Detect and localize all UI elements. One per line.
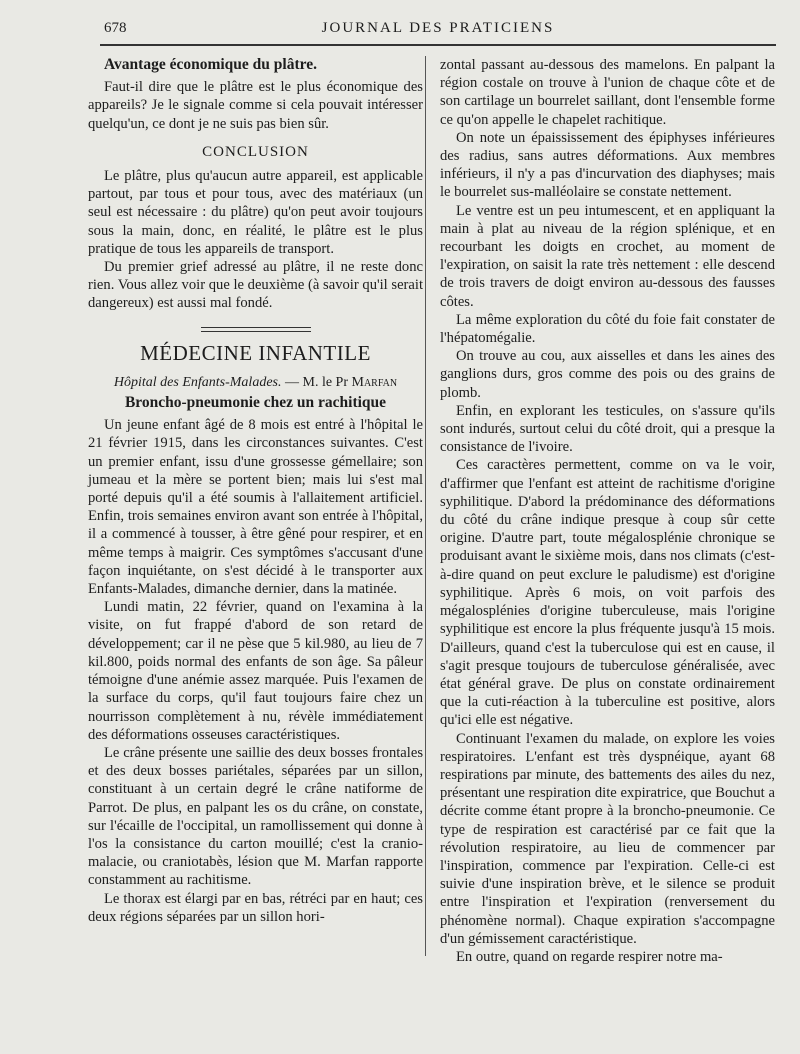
page-header (100, 14, 776, 46)
paragraph: La même exploration du côté du foie fait constater de l'hépatomégalie. (440, 311, 775, 347)
byline-source: Hôpital des Enfants-Malades. (113, 374, 282, 390)
paragraph: Du premier grief adressé au plâtre, il ne reste donc rien. Vous allez voir que le deuxième (à savoir qu'il serait dangereux) est aussi mal fondé. (88, 259, 423, 312)
left-column (88, 56, 423, 926)
section-rule (201, 327, 311, 332)
byline-author: Marfan (351, 374, 398, 390)
paragraph: zontal passant au-dessous des mamelons. En palpant la région costale on trouve à l'union de chaque côte et de son cartilage un bourrelet saillant, dont l'ensemble forme ce qu'on appelle le chapelet rachitique. (440, 57, 775, 128)
paragraph: Continuant l'examen du malade, on explore les voies respiratoires. L'enfant est très dyspnéique, ayant 68 respirations par minute, des battements des ailes du nez, présentant une respiration dite expiratrice, que Bouchut a décrite comme étant propre à la broncho-pneumonie. Ce type de respiration est caractérisé par ce fait que la révolution respiratoire, au lieu de commencer par l'inspiration, commence par l'expiration. Celle-ci est suivie d'une inspiration brève, et le silence se produit entre l'inspiration et l'expiration (renversement du phénomène normal). Chaque expiration s'accompagne d'un gémissement caractéristique. (440, 730, 775, 947)
byline-separator: — M. le Pr (281, 374, 352, 390)
section-title: MÉDECINE INFANTILE (140, 340, 371, 365)
paragraph: En outre, quand on regarde respirer notre ma- (456, 948, 723, 965)
page-number: 678 (104, 20, 127, 36)
running-title: JOURNAL DES PRATICIENS (321, 20, 555, 36)
section-heading: Avantage économique du plâtre. (104, 56, 317, 73)
paragraph: Lundi matin, 22 février, quand on l'examina à la visite, on fut frappé d'abord de son retard de développement; car il ne pèse que 5 kil.980, au lieu de 7 kil.800, poids normal des enfants de son âge. Sa pâleur témoigne d'une anémie assez marquée. Puis l'examen de la surface du corps, qu'il faut toujours faire chez un nourrisson complètement à nu, révèle immédiatement des déformations osseuses caractéristiques. (88, 599, 423, 743)
paragraph: Le crâne présente une saillie des deux bosses frontales et des deux bosses pariétales, séparées par un sillon, constituant à un certain degré le crâne natiforme de Parrot. De plus, en palpant les os du crâne, on constate, sur l'écaille de l'occipital, un ramollissement qui donne à l'os la consistance du carton mouillé; c'est la cranio-malacie, ou craniotabès, lésion que M. Marfan rapporte constamment au rachitisme. (88, 744, 423, 889)
paragraph: On trouve au cou, aux aisselles et dans les aines des ganglions durs, gros comme des pois ou des grains de plomb. (440, 348, 775, 401)
column-divider (425, 56, 426, 956)
article-title: Broncho-pneumonie chez un rachitique (124, 394, 387, 412)
paragraph: Enfin, en explorant les testicules, on s'assure qu'ils sont indurés, surtout celui du côté droit, qui a presque la consistance de l'ivoire. (440, 402, 775, 456)
right-column (440, 56, 775, 966)
article-byline (88, 374, 423, 392)
paragraph: Le thorax est élargi par en bas, rétréci par en haut; ces deux régions séparées par un sillon hori- (88, 890, 423, 925)
paragraph: Un jeune enfant âgé de 8 mois est entré à l'hôpital le 21 février 1915, dans les circonstances suivantes. C'est un premier enfant, issu d'une grossesse gémellaire; son jumeau et la mère se portent bien; mais lui s'est mal porté depuis qu'il a été soumis à l'allaitement artificiel. Enfin, trois semaines environ avant son entrée à l'hôpital, il a commencé à tousser, à être gêné pour respirer, et en même temps à maigrir. Ces symptômes s'accusant d'une façon inquiétante, on s'est décidé à le transporter aux Enfants-Malades, dimanche dernier, dans la matinée. (88, 417, 423, 598)
paragraph: Le plâtre, plus qu'aucun autre appareil, est applicable partout, par tous et pour tous, avec des matériaux (un seul est nécessaire : du plâtre) qu'on peut avoir toujours sous la main, donc, en réalité, le plâtre est le plus pratique de tous les appareils de transport. (88, 168, 423, 257)
paragraph: Faut-il dire que le plâtre est le plus économique des appareils? Je le signale comme si cela pouvait intéresser quelqu'un, ce dont je ne suis pas bien sûr. (88, 79, 423, 132)
paragraph: Le ventre est un peu intumescent, et en appliquant la main à plat au niveau de la région splénique, et en recourbant les doigts en crochet, au moment de l'expiration, on saisit la rate très nettement : elle descend de trois travers de doigt environ au-dessous des fausses côtes. (440, 202, 775, 310)
paragraph: Ces caractères permettent, comme on va le voir, d'affirmer que l'enfant est atteint de rachitisme d'origine syphilitique. D'abord la prédominance des déformations du côté du crâne indique presque à coup sûr cette origine. D'autre part, toute mégalosplénie chronique se produisant avant le sixième mois, dans nos climats (c'est-à-dire quand on peut exclure le paludisme) est d'origine syphilitique. Après 6 mois, on voit parfois des mégalosplénies d'origine tuberculeuse, mais l'origine syphilitique est encore la plus fréquente jusqu'à 15 mois. D'ailleurs, quand c'est la tuberculose qui est en cause, il s'agit presque toujours de tuberculose généralisée, avec état général grave. De plus on constate ordinairement que la cuti-réaction à la tuberculine est positive, alors qu'ici elle est négative. (440, 457, 775, 729)
conclusion-title: CONCLUSION (202, 143, 309, 160)
paragraph: On note un épaississement des épiphyses inférieures des radius, sans autres déformations. Aux membres inférieurs, il n'y a pas d'incurvation des diaphyses; mais le bourrelet sus-malléolaire se constate nettement. (440, 129, 775, 201)
